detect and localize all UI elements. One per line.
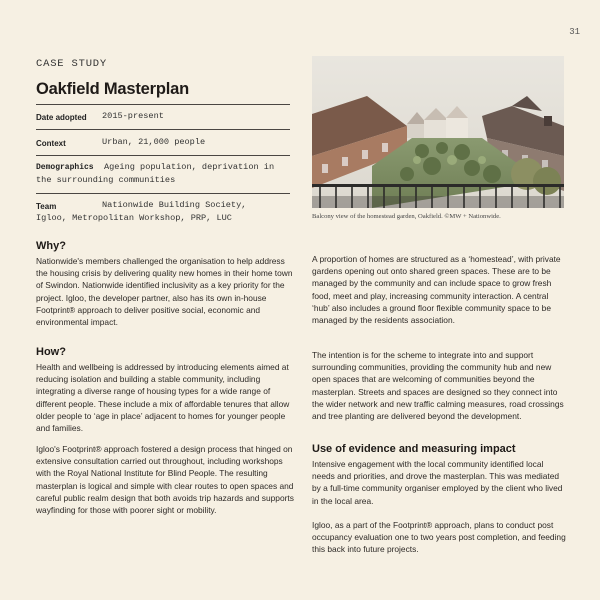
page-title: Oakfield Masterplan — [36, 80, 189, 98]
details-table — [36, 104, 290, 230]
team-value-2: Igloo, Metropolitan Workshop, PRP, LUC — [36, 213, 232, 223]
date-value: 2015-present — [102, 111, 164, 121]
context-value: Urban, 21,000 people — [102, 137, 206, 147]
engagement-paragraph: Intensive engagement with the local community identified local needs and priorities, and drove the masterplan. This was mediated by a full-time community organiser employed by the client who lived in the local area. — [312, 459, 563, 506]
evaluation-paragraph: Igloo, as a part of the Footprint® approach, plans to conduct post occupancy evaluation one to two years post completion, and feeding this back into future projects. — [312, 520, 566, 555]
demographics-key: Demographics — [36, 163, 94, 172]
homestead-garden-photo — [312, 56, 564, 208]
why-heading: Why? — [36, 240, 66, 252]
demographics-value-2: the surrounding communities — [36, 175, 176, 185]
page-number: 31 — [569, 27, 580, 37]
row-team — [36, 193, 290, 229]
how-heading: How? — [36, 346, 66, 358]
how-body-2: Igloo's Footprint® approach fostered a design process that hinged on extensive consultation carried out throughout, including workshops with the Royal National Institute for Blind People. The resulting masterplan is logical and simple with clear routes to open spaces and careful public realm design that both avoids trip hazards and supports wayfinding for those with poorer sight or mobility. — [36, 444, 294, 516]
context-key: Context — [36, 139, 66, 148]
row-demographics — [36, 155, 290, 193]
evidence-heading: Use of evidence and measuring impact — [312, 443, 516, 455]
row-context — [36, 129, 290, 155]
row-date — [36, 104, 290, 129]
date-key: Date adopted — [36, 113, 87, 122]
team-key: Team — [36, 202, 57, 211]
section-label: CASE STUDY — [36, 58, 108, 70]
how-body-1: Health and wellbeing is addressed by introducing elements aimed at reducing isolation and building a stable community, including integrating a diverse range of housing types for a wide range of different people. These include a mix of affordable tenures that allow older people to ‘age in place’ adjacent to homes for younger people and families. — [36, 362, 290, 434]
photo-caption: Balcony view of the homestead garden, Oakfield. ©MW + Nationwide. — [312, 213, 501, 220]
why-body: Nationwide's members challenged the organisation to help address the housing crisis by delivering quality new homes in their home town of Swindon. Nationwide identified inclusivity as a key priority for the project. Igloo, the developer partner, also has its own in-house Footprint® approach to deliver positive social, economic and environmental impact. — [36, 256, 293, 328]
team-value-1: Nationwide Building Society, — [102, 200, 247, 210]
demographics-value-1: Ageing population, deprivation in — [103, 162, 275, 172]
homestead-paragraph: A proportion of homes are structured as a ‘homestead’, with private gardens opening out onto shared green spaces. These are to be managed by the community and can include space to grow fresh food, meet and play, increasing community interaction. A central ‘hub’ also includes a ground floor flexible community space to be managed by the residents association. — [312, 254, 561, 326]
integration-paragraph: The intention is for the scheme to integrate into and support surrounding communities, providing the community hub and new open spaces that are welcoming of communities beyond the masterplan. Streets and spaces are designed so they connect into the wider network and new traffic calming measures, road crossings and tree planting are delivered beyond the development. — [312, 350, 564, 422]
